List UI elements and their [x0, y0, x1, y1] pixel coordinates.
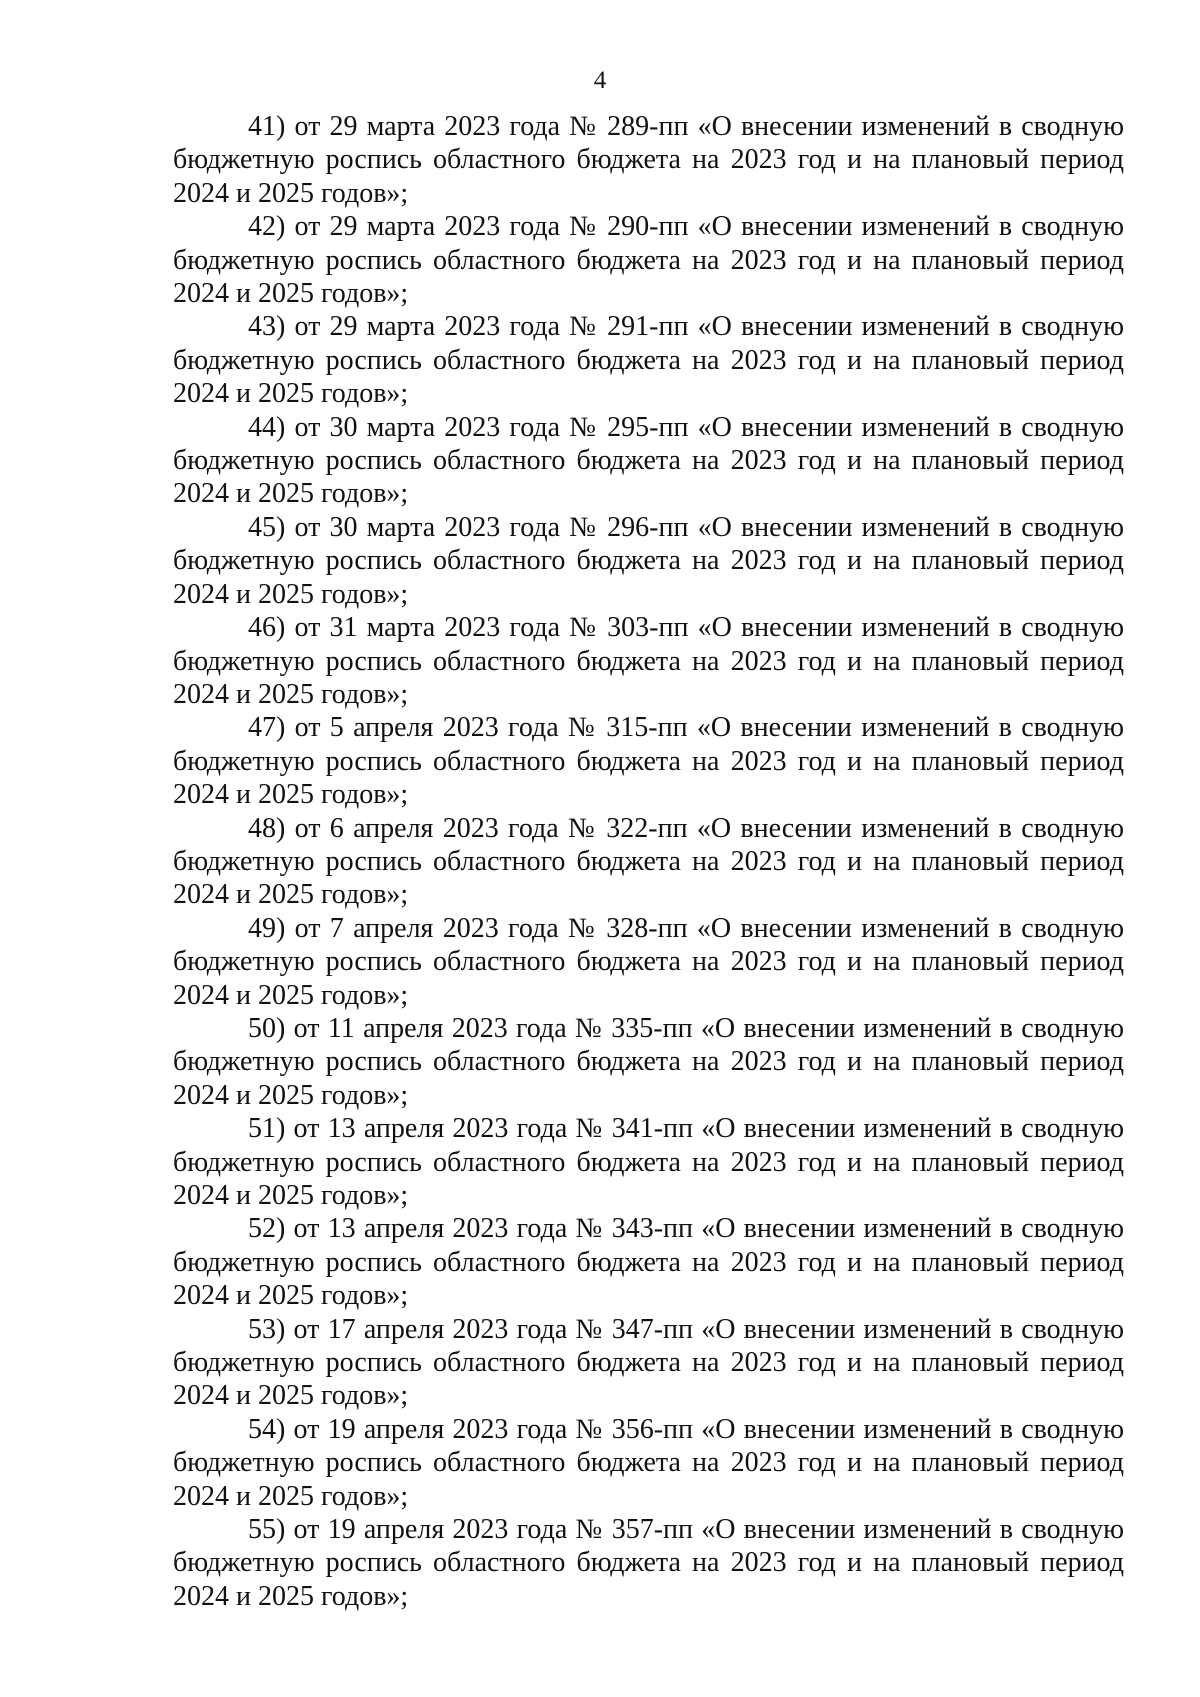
- list-item: 45) от 30 марта 2023 года № 296-пп «О внесении изменений в сводную бюджетную роспись областного бюджета на 2023 год и на плановый период 2024 и 2025 годов»;: [173, 511, 1124, 610]
- list-item: 51) от 13 апреля 2023 года № 341-пп «О внесении изменений в сводную бюджетную роспись областного бюджета на 2023 год и на плановый период 2024 и 2025 годов»;: [173, 1113, 1124, 1211]
- page-number: 4: [593, 67, 607, 94]
- list-item: 53) от 17 апреля 2023 года № 347-пп «О внесении изменений в сводную бюджетную роспись областного бюджета на 2023 год и на плановый период 2024 и 2025 годов»;: [173, 1313, 1124, 1412]
- list-item: 50) от 11 апреля 2023 года № 335-пп «О внесении изменений в сводную бюджетную роспись областного бюджета на 2023 год и на плановый период 2024 и 2025 годов»;: [173, 1012, 1124, 1111]
- list-item: 48) от 6 апреля 2023 года № 322-пп «О внесении изменений в сводную бюджетную роспись областного бюджета на 2023 год и на плановый период 2024 и 2025 годов»;: [173, 812, 1124, 911]
- list-item: 54) от 19 апреля 2023 года № 356-пп «О внесении изменений в сводную бюджетную роспись областного бюджета на 2023 год и на плановый период 2024 и 2025 годов»;: [173, 1413, 1124, 1512]
- list-item: 42) от 29 марта 2023 года № 290-пп «О внесении изменений в сводную бюджетную роспись областного бюджета на 2023 год и на плановый период 2024 и 2025 годов»;: [173, 211, 1124, 310]
- list-item: 49) от 7 апреля 2023 года № 328-пп «О внесении изменений в сводную бюджетную роспись областного бюджета на 2023 год и на плановый период 2024 и 2025 годов»;: [173, 912, 1124, 1011]
- list-item: 52) от 13 апреля 2023 года № 343-пп «О внесении изменений в сводную бюджетную роспись областного бюджета на 2023 год и на плановый период 2024 и 2025 годов»;: [173, 1213, 1124, 1312]
- resolution-list: [173, 110, 1124, 1613]
- list-item: 55) от 19 апреля 2023 года № 357-пп «О внесении изменений в сводную бюджетную роспись областного бюджета на 2023 год и на плановый период 2024 и 2025 годов»;: [173, 1514, 1124, 1612]
- list-item: 44) от 30 марта 2023 года № 295-пп «О внесении изменений в сводную бюджетную роспись областного бюджета на 2023 год и на плановый период 2024 и 2025 годов»;: [173, 411, 1124, 510]
- list-item: 46) от 31 марта 2023 года № 303-пп «О внесении изменений в сводную бюджетную роспись областного бюджета на 2023 год и на плановый период 2024 и 2025 годов»;: [173, 612, 1124, 710]
- list-item: 43) от 29 марта 2023 года № 291-пп «О внесении изменений в сводную бюджетную роспись областного бюджета на 2023 год и на плановый период 2024 и 2025 годов»;: [173, 311, 1124, 410]
- list-item: 47) от 5 апреля 2023 года № 315-пп «О внесении изменений в сводную бюджетную роспись областного бюджета на 2023 год и на плановый период 2024 и 2025 годов»;: [173, 712, 1124, 811]
- list-item: 41) от 29 марта 2023 года № 289-пп «О внесении изменений в сводную бюджетную роспись областного бюджета на 2023 год и на плановый период 2024 и 2025 годов»;: [173, 111, 1124, 209]
